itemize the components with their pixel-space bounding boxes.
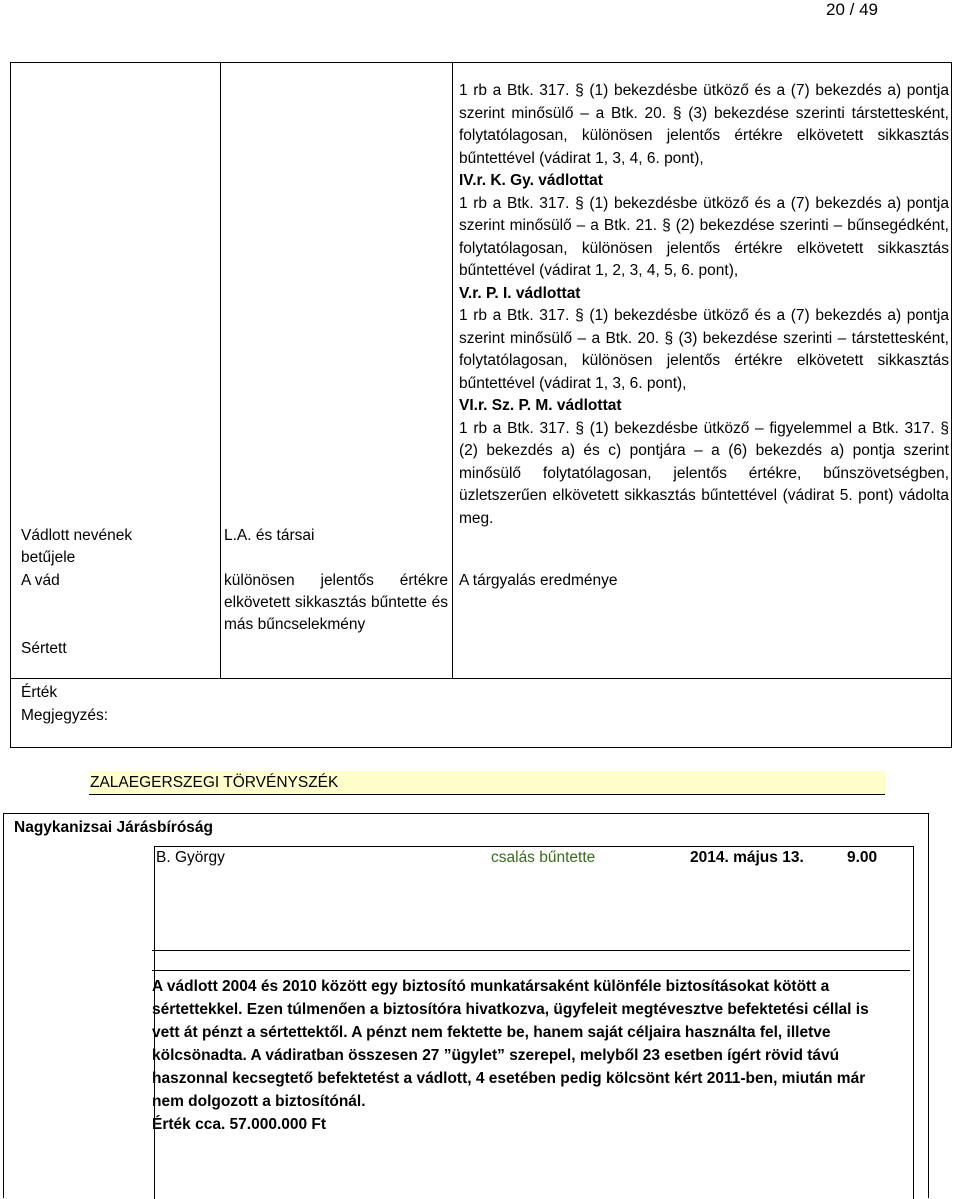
- label-notes: Megjegyzés:: [21, 707, 109, 724]
- row-divider: [10, 678, 952, 679]
- result-label: A tárgyalás eredménye: [459, 572, 618, 589]
- hearing-value: Érték cca. 57.000.000 Ft: [152, 1116, 327, 1133]
- description-line: haszonnal kecsegtető befektetést a vádlott, 4 esetében pedig kölcsönt kért 2011-ben, miután már: [152, 1070, 866, 1087]
- label-defendant-2: betűjele: [21, 549, 76, 566]
- charge-text-5: 1 rb a Btk. 317. § (1) bekezdésbe ütköző és a (7) bekezdés a) pontja szerint minősülő – a Btk. 20. § (3) bekezdése szerinti – társtettesként, folytatólagosan, különösen jelentős értékre elkövetett sikkasztás bűntettével (vádirat 1, 3, 6. pont),: [459, 307, 949, 392]
- row-divider: [152, 970, 910, 971]
- charge-text-4: 1 rb a Btk. 317. § (1) bekezdésbe ütköző és a (7) bekezdés a) pontja szerint minősülő – a Btk. 21. § (2) bekezdése szerinti – bűnsegédként, folytatólagosan, különösen jelentős értékre elkövetett sikkasztás bűntettével (vádirat 1, 2, 3, 4, 5, 6. pont),: [459, 194, 949, 279]
- hearing-date: 2014. május 13.: [690, 849, 804, 866]
- label-value: Érték: [21, 684, 58, 701]
- description-line: sértettekkel. Ezen túlmenően a biztosítóra hivatkozva, ügyfeleit megtévesztve befektetési céllal is: [152, 1001, 869, 1018]
- column-divider: [220, 62, 221, 678]
- defendant-name-4: IV.r. K. Gy. vádlottat: [459, 172, 603, 189]
- description-line: A vádlott 2004 és 2010 között egy biztosító munkatársaként különféle biztosításokat kötött a: [152, 978, 830, 995]
- label-victim: Sértett: [21, 640, 67, 657]
- defendant-value: L.A. és társai: [224, 527, 315, 544]
- hearing-defendant: B. György: [156, 849, 225, 866]
- defendant-name-5: V.r. P. I. vádlottat: [459, 284, 581, 302]
- hearing-time: 9.00: [847, 849, 878, 866]
- description-line: kölcsönadta. A vádiratban összesen 27 ”ügylet” szerepel, melyből 23 esetben ígért rövid távú: [152, 1047, 840, 1064]
- court-name: ZALAEGERSZEGI TÖRVÉNYSZÉK: [89, 771, 885, 795]
- column-divider: [452, 62, 453, 678]
- label-defendant: Vádlott nevének: [21, 527, 133, 544]
- hearing-charge: csalás bűntette: [491, 849, 596, 866]
- charge-text-6: 1 rb a Btk. 317. § (1) bekezdésbe ütköző – figyelemmel a Btk. 317. § (2) bekezdés a) és c) pontjára – a (6) bekezdés a) pontja szerint minősülő folytatólagosan, jelentős értékre, bűnszövetségben, üzletszerűen elkövetett sikkasztás bűntettével (vádirat 5. pont) vádolta meg.: [459, 419, 949, 527]
- description-line: nem dolgozott a biztosítónál.: [152, 1093, 366, 1110]
- hearing-description: [152, 975, 909, 1136]
- defendant-name-6: VI.r. Sz. P. M. vádlottat: [459, 397, 622, 414]
- charges-text: [459, 80, 949, 530]
- label-charge: A vád: [21, 572, 60, 589]
- charge-value: különösen jelentős értékre elkövetett sikkasztás bűntette és más bűncselekmény: [224, 572, 448, 633]
- row-divider: [152, 950, 910, 951]
- hearing-court-title: Nagykanizsai Járásbíróság: [14, 819, 214, 836]
- charge-text-1: 1 rb a Btk. 317. § (1) bekezdésbe ütköző és a (7) bekezdés a) pontja szerint minősülő – a Btk. 20. § (3) bekezdése szerinti társtettesként, folytatólagosan, különösen jelentős értékre elkövetett sikkasztás bűntettével (vádirat 1, 3, 4, 6. pont),: [459, 82, 949, 167]
- page-number: 20 / 49: [826, 0, 878, 19]
- description-line: vett át pénzt a sértettektől. A pénzt nem fektette be, hanem saját céljaira használta fel, illetve: [152, 1024, 831, 1041]
